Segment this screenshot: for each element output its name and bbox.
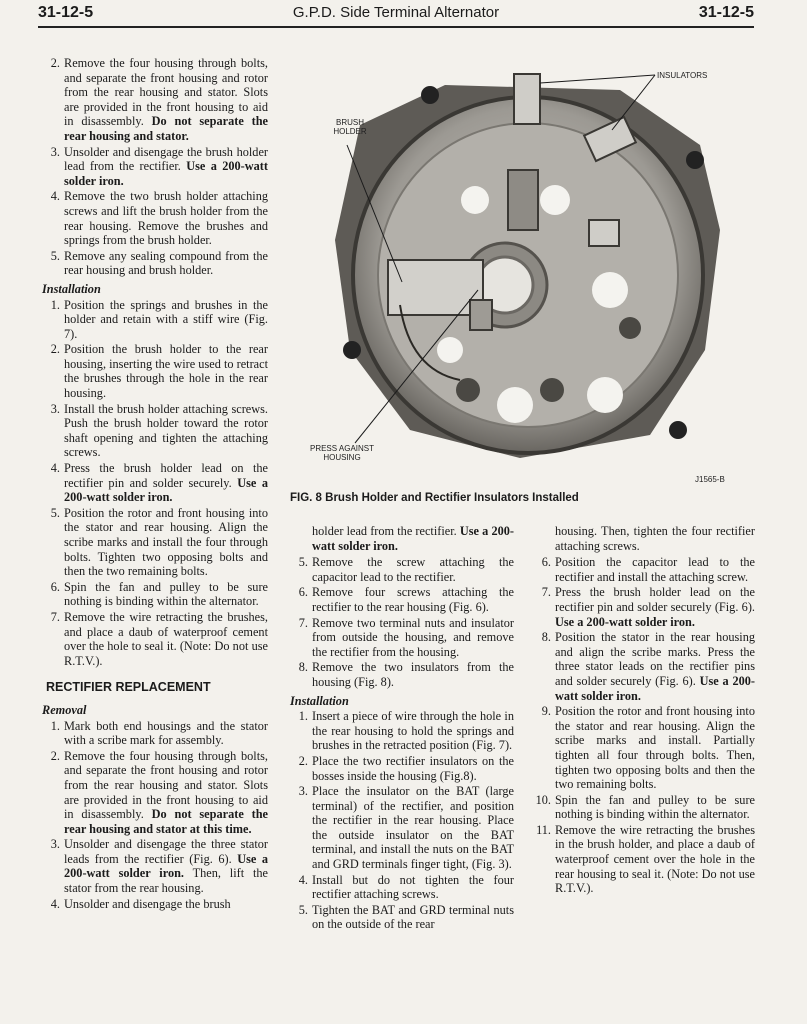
list-item: 5 . Tighten the BAT and GRD terminal nuts on the outside of the rear xyxy=(290,903,514,932)
continued-text: holder lead from the rectifier. Use a 200-watt solder iron. xyxy=(312,524,515,553)
list-item: 3 . Unsolder and disengage the brush holder lead from the rectifier. Use a 200-watt solder iron. xyxy=(42,145,268,189)
list-item: 5 . Remove the screw attaching the capacitor lead to the rectifier. xyxy=(290,555,514,584)
list-item: 11 . Remove the wire retracting the brushes in the brush holder, and place a daub of waterproof cement over the hole in the rear housing to seal it. (Note: Do not use R.T.V.). xyxy=(533,823,755,896)
list-item: 8 . Position the stator in the rear housing and align the scribe marks. Press the three stator leads on the rectifier pins and solder securely (Fig. 6). Use a 200-watt solder iron. xyxy=(533,630,755,703)
list-item: 1 . Position the springs and brushes in the holder and retain with a stiff wire (Fig. 7). xyxy=(42,298,268,342)
list-item: 3 . Install the brush holder attaching screws. Push the brush holder toward the rotor shaft opening and tighten the attaching screws. xyxy=(42,402,268,460)
column-left xyxy=(42,56,268,915)
list-item: 7 . Press the brush holder lead on the rectifier pin and solder securely (Fig. 6). Use a 200-watt solder iron. xyxy=(533,585,755,629)
brush-removal-steps xyxy=(42,56,268,278)
label-brush-holder-2: HOLDER xyxy=(333,127,367,136)
figure-code: J1565-B xyxy=(695,475,725,484)
rectifier-removal-steps-cont xyxy=(290,555,514,689)
brush-installation-steps xyxy=(42,298,268,669)
list-item: 2 . Place the two rectifier insulators on the bosses inside the housing (Fig.8). xyxy=(290,754,514,783)
list-item: 9 . Position the rotor and front housing into the stator and rear housing. Align the scribe marks and install. Partially tighten all four through bolts. Then, tighten two opposing bolts and then the two remaining bolts. xyxy=(533,704,755,792)
list-item: 4 . Remove the two brush holder attaching screws and lift the brush holder from the rear housing. Remove the brushes and springs from the brush holder. xyxy=(42,189,268,247)
list-item: 6 . Spin the fan and pulley to be sure nothing is binding within the alternator. xyxy=(42,580,268,609)
list-item: 6 . Remove four screws attaching the rectifier to the rear housing (Fig. 6). xyxy=(290,585,514,614)
list-item: 5 . Position the rotor and front housing into the stator and rear housing. Align the scribe marks and install the four through bolts. Tighten two opposing bolts and then the two remaining bolts. xyxy=(42,506,268,579)
label-brush-holder-1: BRUSH xyxy=(335,118,364,127)
header-rule xyxy=(38,26,754,28)
list-item: 1 . Mark both end housings and the stator with a scribe mark for assembly. xyxy=(42,719,268,748)
column-middle xyxy=(290,524,514,936)
installation-heading: Installation xyxy=(290,693,349,708)
list-item: 2 . Remove the four housing through bolts, and separate the front housing and rotor from the rear housing and stator. Slots are provided in the front housing to aid in disassembly. Do not separate the rear housing and stator. xyxy=(42,56,268,144)
continued-text: housing. Then, tighten the four rectifier attaching screws. xyxy=(555,524,755,553)
list-item: 8 . Remove the two insulators from the housing (Fig. 8). xyxy=(290,660,514,689)
figure-caption: FIG. 8 Brush Holder and Rectifier Insulators Installed xyxy=(290,492,579,504)
list-item: 4 . Unsolder and disengage the brush xyxy=(42,897,268,912)
removal-heading: Removal xyxy=(42,702,87,717)
list-item: 7 . Remove two terminal nuts and insulator from outside the housing, and remove the rectifier from the housing. xyxy=(290,616,514,660)
list-item: 7 . Remove the wire retracting the brushes, and place a daub of waterproof cement over the hole to seal it. (Note: Do not use R.T.V.). xyxy=(42,610,268,668)
label-press-against-2: HOUSING xyxy=(323,453,361,462)
page-header xyxy=(38,4,754,26)
figure-8 xyxy=(290,50,756,490)
installation-heading: Installation xyxy=(42,281,101,296)
list-item: 2 . Position the brush holder to the rear housing, inserting the wire used to retract the brushes through the hole in the rear housing. xyxy=(42,342,268,400)
list-item: 1 . Insert a piece of wire through the hole in the rear housing to hold the springs and brushes in the retracted position (Fig. 7). xyxy=(290,709,514,753)
section-heading-rectifier: RECTIFIER REPLACEMENT xyxy=(46,680,211,695)
label-insulators: INSULATORS xyxy=(657,71,708,80)
list-item: 3 . Place the insulator on the BAT (large terminal) of the rectifier, and position the rectifier in the rear housing. Place the outside insulator on the BAT terminal, and install the nuts on the BAT and GRD terminals finger tight, (Fig. 3). xyxy=(290,784,514,872)
list-item: 6 . Position the capacitor lead to the rectifier and install the attaching screw. xyxy=(533,555,755,584)
alternator-housing-illustration xyxy=(290,50,756,490)
list-item: 10 . Spin the fan and pulley to be sure nothing is binding within the alternator. xyxy=(533,793,755,822)
rectifier-installation-steps xyxy=(290,709,514,932)
rectifier-installation-steps-cont xyxy=(533,555,755,896)
label-press-against-1: PRESS AGAINST xyxy=(309,444,375,453)
page-title: G.P.D. Side Terminal Alternator xyxy=(292,4,500,21)
list-item: 5 . Remove any sealing compound from the rear housing and brush holder. xyxy=(42,249,268,278)
list-item: 4 . Press the brush holder lead on the rectifier pin and solder securely. Use a 200-watt solder iron. xyxy=(42,461,268,505)
list-item: 4 . Install but do not tighten the four rectifier attaching screws. xyxy=(290,873,514,902)
page-number-left: 31-12-5 xyxy=(38,4,94,21)
list-item: 2 . Remove the four housing through bolts, and separate the front housing and rotor from the rear housing and stator. Slots are provided in the front housing to aid in disassembly. Do not separate the rear housing and stator at this time. xyxy=(42,749,268,837)
rectifier-removal-steps xyxy=(42,719,268,912)
page-number-right: 31-12-5 xyxy=(698,4,754,21)
column-right xyxy=(533,524,755,900)
list-item: 3 . Unsolder and disengage the three stator leads from the rectifier (Fig. 6). Use a 200-watt solder iron. Then, lift the stator from the rear housing. xyxy=(42,837,268,895)
